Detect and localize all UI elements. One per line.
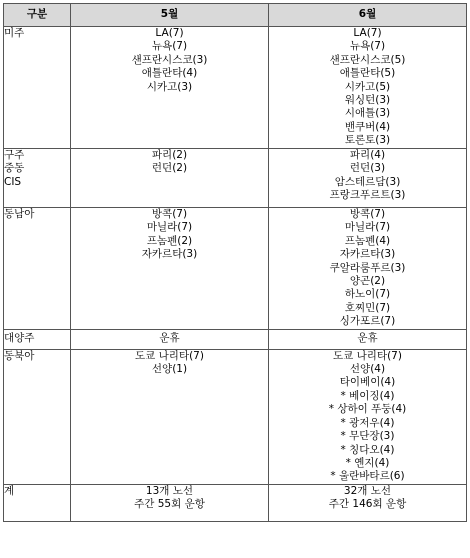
route-item: 런던(2) [151, 162, 188, 175]
route-item: 뉴욕(7) [151, 40, 188, 53]
june-routes-cell [269, 349, 467, 484]
route-item: 시카고(5) [344, 80, 391, 93]
route-item: 런던(3) [349, 162, 386, 175]
route-item: 타이베이(4) [339, 376, 396, 389]
route-item: * 상하이 푸둥(4) [328, 403, 407, 416]
route-item: 도쿄 나리타(7) [135, 349, 204, 362]
june-routes-cell [269, 329, 467, 349]
route-item: 방콕(7) [349, 208, 386, 220]
route-item: 프놈펜(2) [146, 234, 193, 247]
table-row-northeast-asia [4, 349, 467, 484]
route-item: 자카르타(3) [141, 248, 198, 261]
header-region: 구분 [4, 4, 71, 27]
total-routes: 13개 노선 [145, 484, 194, 497]
region-label: 구주 [4, 149, 25, 161]
route-item: 뉴욕(7) [349, 40, 386, 53]
route-item: * 칭다오(4) [340, 443, 395, 456]
table-row-total [4, 484, 467, 521]
region-cell [4, 349, 71, 484]
route-item: 워싱턴(3) [344, 94, 391, 107]
route-item: 방콕(7) [151, 208, 188, 220]
may-total-cell [71, 484, 269, 521]
route-item: 밴쿠버(4) [344, 120, 391, 133]
route-item: 마닐라(7) [344, 221, 391, 234]
total-label: 계 [4, 484, 15, 497]
header-june: 6월 [269, 4, 467, 27]
route-item: * 광저우(4) [340, 416, 395, 429]
region-cell [4, 208, 71, 330]
route-item: 프놈펜(4) [344, 234, 391, 247]
region-cell [4, 329, 71, 349]
suspended-label: 운휴 [159, 332, 180, 345]
total-routes: 32개 노선 [343, 484, 392, 497]
route-schedule-table [3, 3, 467, 522]
table-row-americas [4, 27, 467, 149]
header-may: 5월 [71, 4, 269, 27]
route-item: 암스테르담(3) [334, 175, 401, 188]
route-item: 자카르타(3) [339, 248, 396, 261]
may-routes-cell [71, 349, 269, 484]
route-item: 샌프란시스코(3) [131, 53, 208, 66]
route-item: 시카고(3) [146, 80, 193, 93]
route-item: 애틀란타(4) [141, 67, 198, 80]
table-row-europe [4, 149, 467, 208]
route-item: 파리(4) [349, 149, 386, 161]
route-item: 토론토(3) [344, 134, 391, 147]
route-item: * 옌지(4) [345, 456, 390, 469]
total-flights: 주간 146회 운항 [328, 498, 407, 511]
route-item: 호찌민(7) [344, 301, 391, 314]
june-total-cell [269, 484, 467, 521]
region-label: 대양주 [4, 332, 35, 345]
total-flights: 주간 55회 운항 [134, 498, 205, 511]
route-item: * 울란바타르(6) [330, 470, 405, 483]
route-item: LA(7) [155, 27, 184, 39]
route-item: 마닐라(7) [146, 221, 193, 234]
may-routes-cell [71, 149, 269, 208]
route-item: 싱가포르(7) [339, 315, 396, 328]
region-cell [4, 27, 71, 149]
june-routes-cell [269, 208, 467, 330]
region-cell [4, 149, 71, 208]
region-label: 중동 [4, 162, 25, 175]
table-row-oceania [4, 329, 467, 349]
route-item: 양곤(2) [349, 275, 386, 288]
route-item: 도쿄 나리타(7) [333, 349, 402, 362]
route-item: * 무단장(3) [340, 430, 395, 443]
route-item: 하노이(7) [344, 288, 391, 301]
region-label: 미주 [4, 27, 25, 39]
june-routes-cell [269, 27, 467, 149]
route-item: 쿠알라룸푸르(3) [329, 261, 406, 274]
june-routes-cell [269, 149, 467, 208]
route-item: LA(7) [353, 27, 382, 39]
region-label: 동남아 [4, 208, 35, 220]
route-item: 선양(1) [151, 363, 188, 376]
region-label: CIS [4, 175, 22, 188]
may-routes-cell [71, 208, 269, 330]
route-item: 샌프란시스코(5) [329, 53, 406, 66]
may-routes-cell [71, 27, 269, 149]
route-item: * 베이징(4) [340, 389, 395, 402]
route-item: 파리(2) [151, 149, 188, 161]
region-cell [4, 484, 71, 521]
route-item: 프랑크푸르트(3) [329, 189, 406, 202]
suspended-label: 운휴 [357, 332, 378, 345]
may-routes-cell [71, 329, 269, 349]
route-item: 선양(4) [349, 363, 386, 376]
table-row-southeast-asia [4, 208, 467, 330]
route-item: 시애틀(3) [344, 107, 391, 120]
region-label: 동북아 [4, 349, 35, 362]
route-item: 애틀란타(5) [339, 67, 396, 80]
header-row [4, 4, 467, 27]
